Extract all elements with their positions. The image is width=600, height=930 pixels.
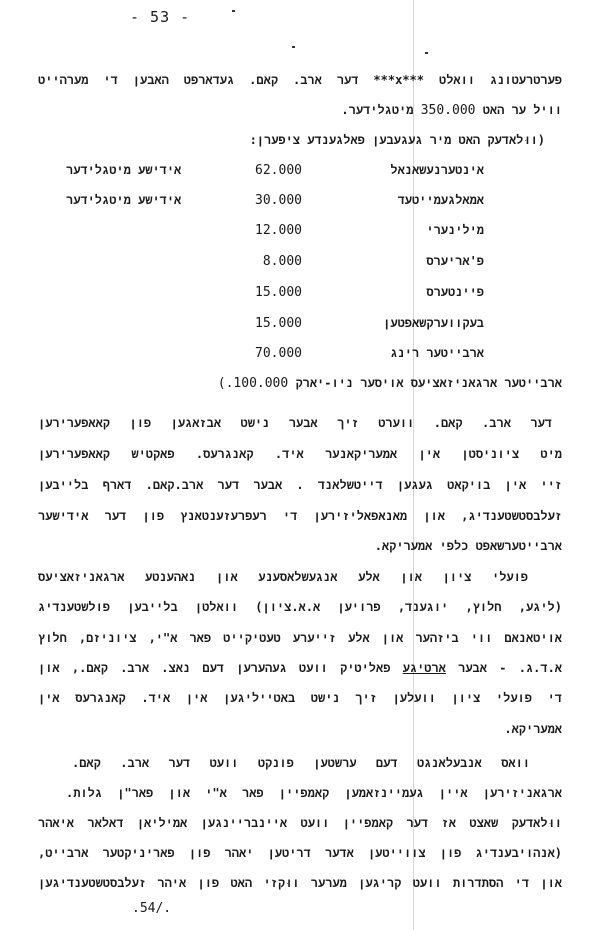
paragraph4-line: (אנהויבענדיג פון צווייטען אדער דריטען יאהר פון פאריניקטער ארבייט, — [38, 846, 562, 860]
paragraph3-line: א.ד.ג. - אבער ארטיגע פאליטיק וועט געהערען דעם נאצ. ארב. קאם., און — [38, 661, 562, 675]
table-row-amount: 8.000 — [262, 254, 302, 269]
continuation-mark: .54/. — [132, 901, 172, 916]
paragraph3-line: (ליגע, חלוץ, יוגענד, פרויען א.א.ציון) וואלטן בלייבען פולשטענדיג — [38, 600, 562, 614]
paragraph1-line2 — [38, 103, 562, 118]
paragraph3-line: אויטאנאם ווי ביזהער און אלע זייערע טעטיקייט פאר א"י, ציוניזם, חלוץ — [38, 631, 562, 645]
paragraph1-line2-prefix: וויל ער האט — [482, 103, 562, 117]
table-row — [0, 193, 600, 211]
paragraph2-line: מיט ציוניסטן אין אמעריקאנער איד. קאנגרעס. פאקטיש קאאפערירען — [38, 447, 562, 461]
paragraph3-line: פועלי ציון און אלע אנגעשלאסענע און נאהענטע ארגאניזאציעס — [38, 570, 528, 584]
speck — [292, 46, 295, 48]
table-row — [0, 316, 600, 334]
table-row-label: ארבייטער רינג — [390, 346, 484, 360]
paragraph4-line: און די הסתדרות וועט קריגען מערער ווּקזי האט פון איהר זעלבסטשטענדיגען — [38, 876, 562, 890]
paragraph3-line: די פועלי ציון וועלען זיך נישט באטייליגען אין איד. קאנגרעס אין — [38, 691, 562, 705]
table-row — [0, 346, 600, 364]
table-row-label: מילינערי — [426, 223, 484, 237]
table-row — [0, 285, 600, 303]
page-number: - 53 - — [130, 8, 191, 26]
table-row-note: אידישע מיטגלידער — [66, 193, 182, 207]
paragraph4-line: וואס אנבעלאנגט דעם ערשטען פונקט וועט דער ארב. קאם. — [72, 756, 530, 770]
speck — [425, 52, 428, 54]
paragraph1-line2-number: 350.000 — [420, 103, 476, 118]
paragraph2-line: זעלבסטשטענדיג, און מאנאפאליזירען די רעפרעזענטאנץ פון דער אידישער — [38, 509, 562, 523]
speck — [232, 10, 235, 12]
paragraph2-line: דער ארב. קאם. ווערט זיך אבער נישט אבזאגען פון קאאפערירען — [38, 416, 552, 430]
table-outro-prefix: ארבייטער ארגאניזאציעס אויסער ניו-יארק — [295, 376, 562, 390]
paragraph4-line: ווּלאדעק שאצט אז דער קאמפיין וועט איינבריינגען אמיליאן דאלאר איאהר — [38, 816, 562, 830]
table-row-amount: 62.000 — [255, 163, 302, 178]
table-row — [0, 163, 600, 181]
table-row-amount: 30.000 — [255, 193, 302, 208]
table-row-amount: 70.000 — [255, 346, 302, 361]
table-row-amount: 15.000 — [255, 285, 302, 300]
underlined-word: ארטיגע — [402, 661, 446, 675]
table-row-label: אמאלגעמייטעד — [397, 193, 484, 207]
paragraph4-line: ארגאניזירען איין געמיינזאמען קאמפיין פאר א"י און פאר"ן גלות. — [66, 786, 562, 800]
paragraph2-line: זיי אין בויקאט געגען דייטשלאנד . אבער דער ארב.קאם. דארף בלייבען — [38, 478, 562, 492]
table-row-label: פיינטערס — [426, 285, 484, 299]
table-row-amount: 15.000 — [255, 316, 302, 331]
table-row-label: אינטערנעשאנאל — [390, 163, 484, 177]
paragraph2-line: ארבייטערשאפט כלפי אמעריקא. — [374, 539, 562, 553]
table-row — [0, 254, 600, 272]
table-row-amount: 12.000 — [255, 223, 302, 238]
paragraph3-line: אמעריקא. — [504, 722, 562, 736]
paragraph1-line1: פערטרעטונג וואלט ***x*** דער ארב. קאם. געדארפט האבען די מערהייט — [38, 73, 562, 87]
table-row-note: אידישע מיטגלידער — [66, 163, 182, 177]
paragraph1-line2-suffix: מיטגלידער. — [341, 103, 414, 117]
table-row-label: פ'אריערס — [426, 254, 484, 268]
table-row-label: בעקווערקשאפטען — [383, 316, 484, 330]
table-outro — [178, 376, 562, 391]
table-row — [0, 223, 600, 241]
table-outro-number: (.100.000 — [217, 376, 289, 391]
table-intro: (ווּלאדעק האט מיר געגעבען פאלגענדע ציפערן: — [249, 133, 545, 147]
